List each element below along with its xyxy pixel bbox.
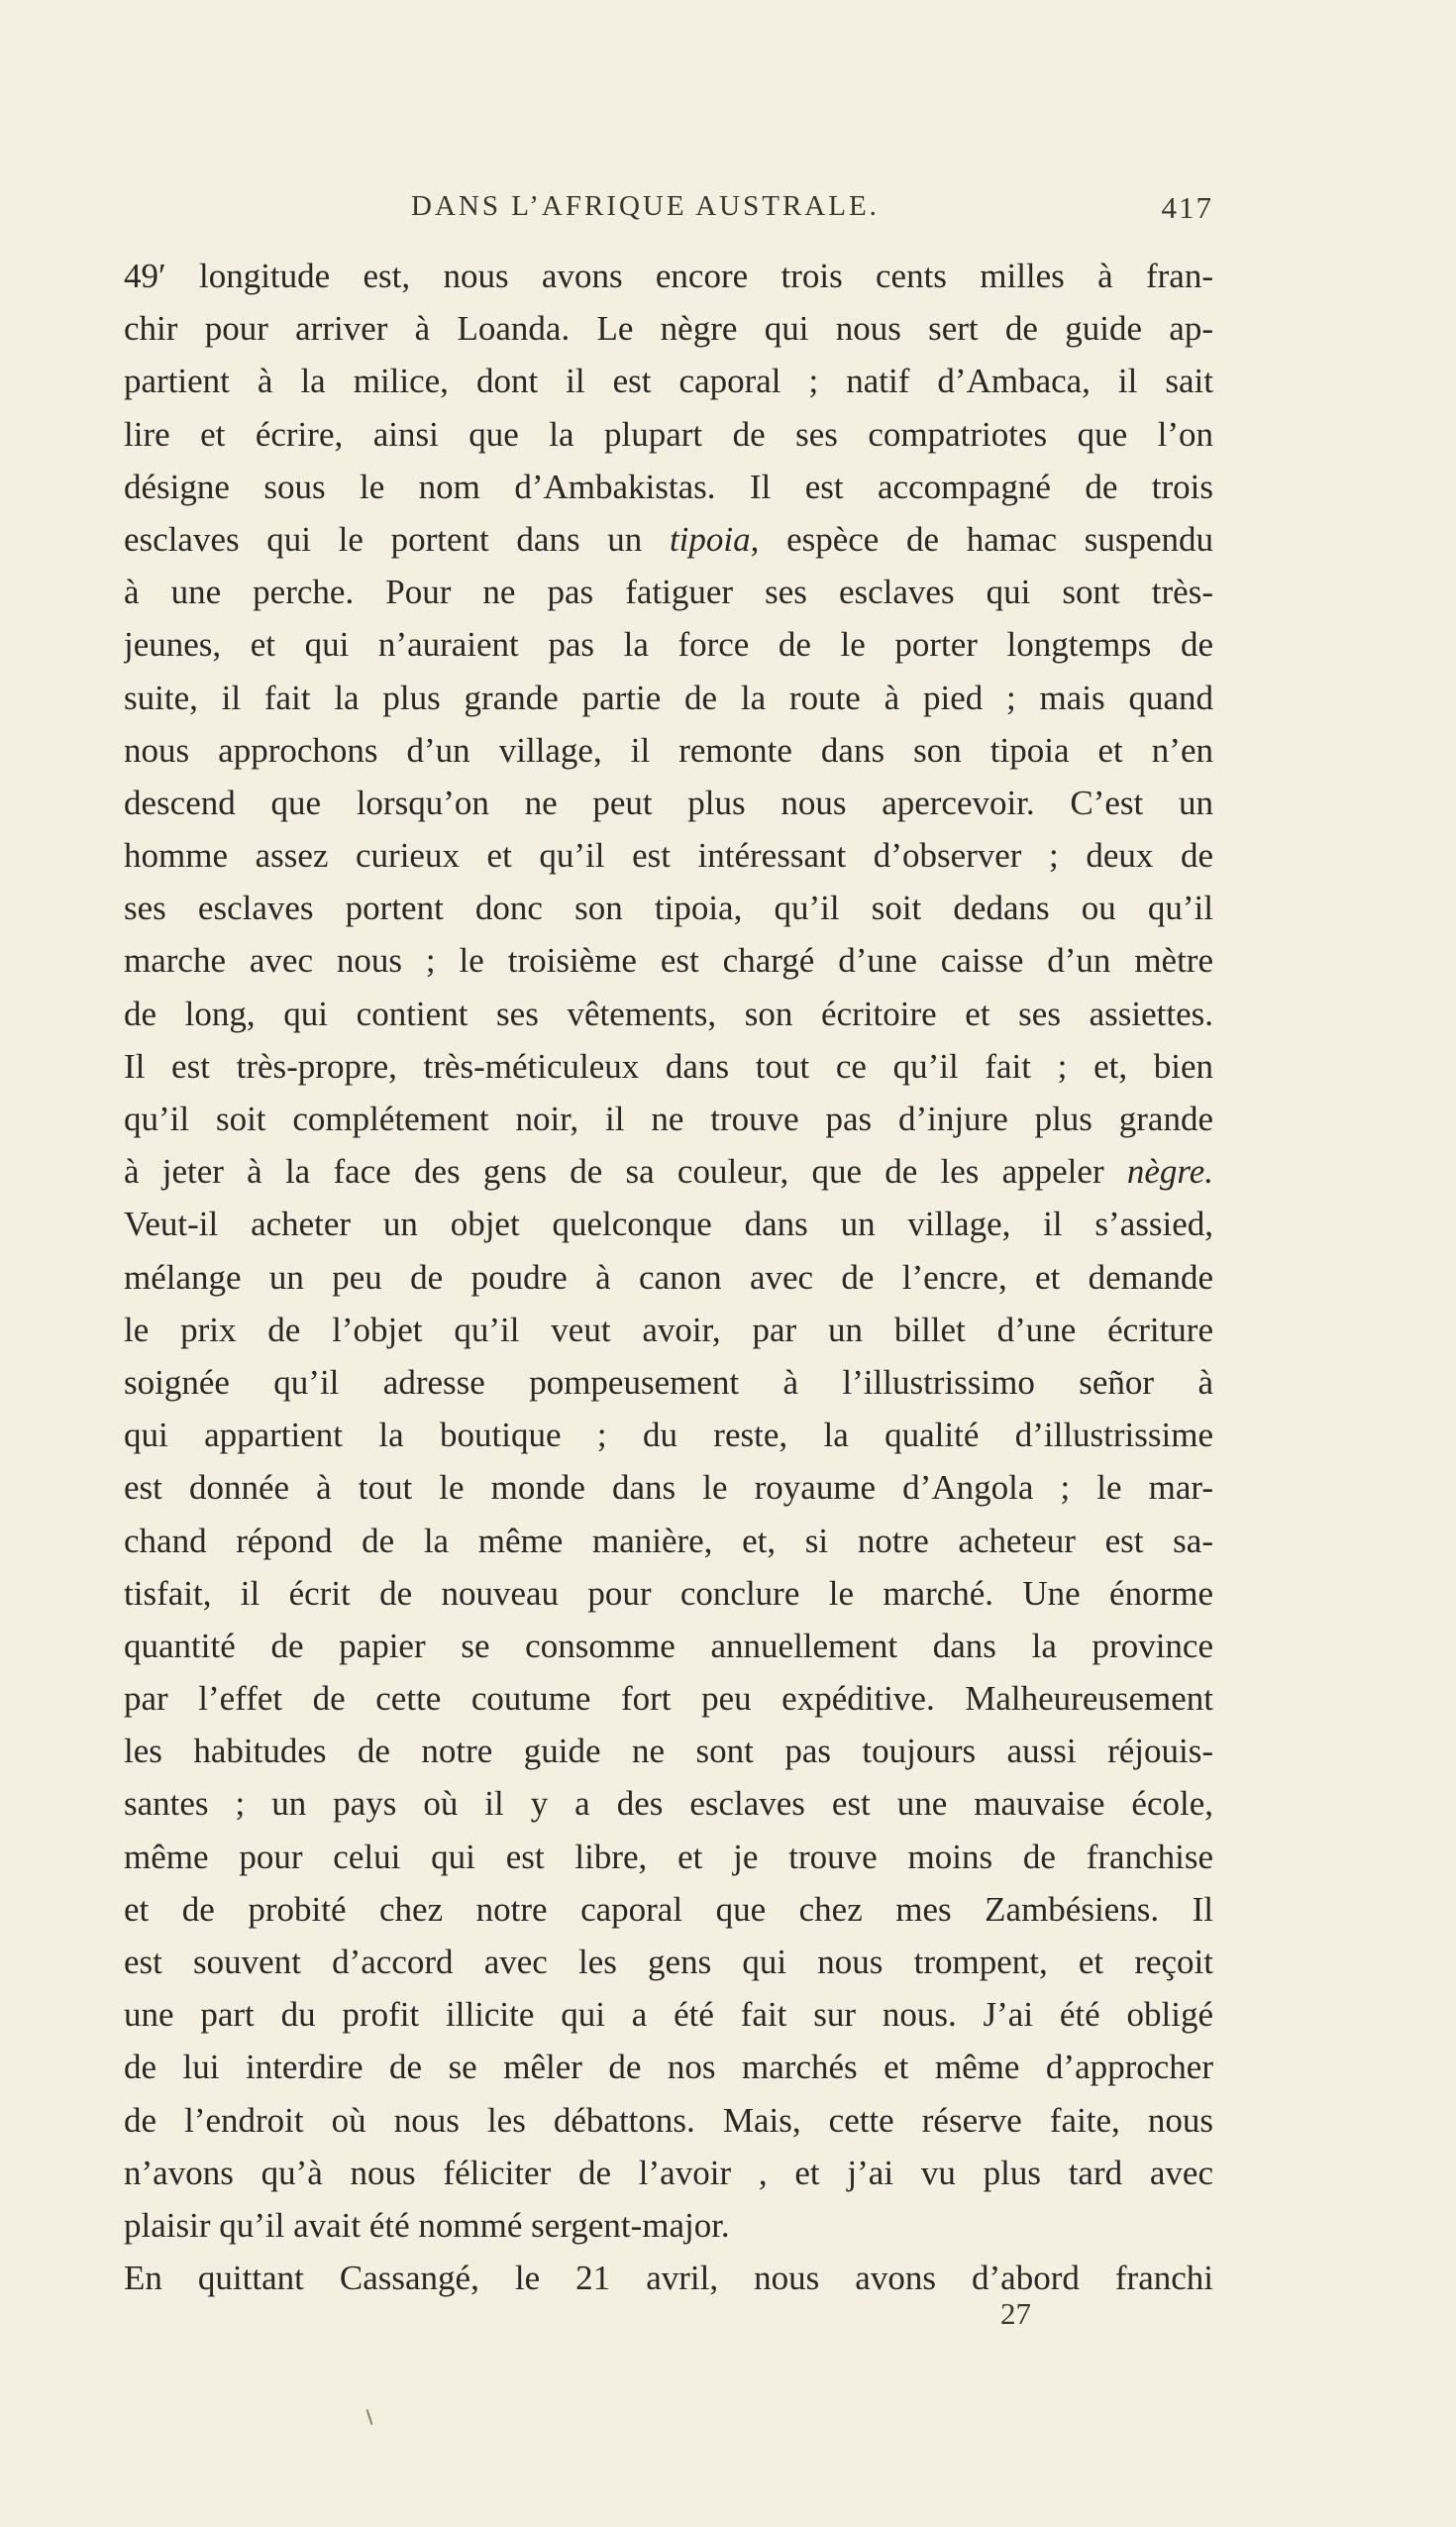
signature-mark: 27: [1000, 2296, 1031, 2331]
text-line: de long, qui contient ses vêtements, son écritoire et ses assiettes.: [124, 994, 1213, 1033]
text-line: est donnée à tout le monde dans le royaume d’Angola ; le mar-: [124, 1468, 1213, 1508]
paragraph-start-line: En quittant Cassangé, le 21 avril, nous avons d’abord franchi: [124, 2259, 1213, 2298]
text-line: désigne sous le nom d’Ambakistas. Il est accompagné de trois: [124, 467, 1213, 506]
text-line: jeunes, et qui n’auraient pas la force de le porter longtemps de: [124, 625, 1213, 665]
text-line: soignée qu’il adresse pompeusement à l’illustrissimo señor à: [124, 1362, 1213, 1402]
text-line: chand répond de la même manière, et, si notre acheteur est sa-: [124, 1521, 1213, 1560]
text-line: Veut-il acheter un objet quelconque dans un village, il s’assied,: [124, 1205, 1213, 1244]
italic-term: tipoia: [669, 519, 751, 559]
text-line: 49′ longitude est, nous avons encore trois cents milles à fran-: [124, 257, 1213, 295]
text-line: de lui interdire de se mêler de nos marchés et même d’approcher: [124, 2048, 1213, 2087]
text-line: [124, 513, 1213, 566]
text-line: Il est très-propre, très-méticuleux dans tout ce qu’il fait ; et, bien: [124, 1046, 1213, 1086]
ink-speck: [366, 2409, 373, 2425]
text-line: même pour celui qui est libre, et je trouve moins de franchise: [124, 1837, 1213, 1876]
body-text: [124, 250, 1213, 2304]
text-line: qu’il soit complétement noir, il ne trouve pas d’injure plus grande: [124, 1100, 1213, 1138]
text-line: suite, il fait la plus grande partie de la route à pied ; mais quand: [124, 678, 1213, 717]
running-head: [124, 190, 1213, 240]
text-line: mélange un peu de poudre à canon avec de l’encre, et demande: [124, 1257, 1213, 1297]
text-line: [124, 1145, 1213, 1198]
text-run: à jeter à la face des gens de sa couleur, que de les appeler: [124, 1152, 1127, 1192]
text-line: lire et écrire, ainsi que la plupart de ses compatriotes que l’on: [124, 414, 1213, 454]
text-run: , espèce de hamac suspendu: [750, 519, 1213, 559]
text-line: chir pour arriver à Loanda. Le nègre qui nous sert de guide ap-: [124, 309, 1213, 349]
text-line: n’avons qu’à nous féliciter de l’avoir , et j’ai vu plus tard avec: [124, 2153, 1213, 2192]
text-line: de l’endroit où nous les débattons. Mais, cette réserve faite, nous: [124, 2100, 1213, 2140]
text-line: les habitudes de notre guide ne sont pas toujours aussi réjouis-: [124, 1732, 1213, 1771]
running-title: DANS L’AFRIQUE AUSTRALE.: [411, 190, 880, 222]
paragraph-end-line: plaisir qu’il avait été nommé sergent-major.: [124, 2205, 730, 2245]
text-line: et de probité chez notre caporal que chez mes Zambésiens. Il: [124, 1889, 1213, 1929]
page-number: 417: [1161, 190, 1213, 225]
text-line: marche avec nous ; le troisième est chargé d’une caisse d’un mètre: [124, 941, 1213, 981]
text-line: est souvent d’accord avec les gens qui nous trompent, et reçoit: [124, 1943, 1213, 1981]
text-line: homme assez curieux et qu’il est intéressant d’observer ; deux de: [124, 836, 1213, 876]
text-line: descend que lorsqu’on ne peut plus nous apercevoir. C’est un: [124, 783, 1213, 822]
text-line: quantité de papier se consomme annuellement dans la province: [124, 1626, 1213, 1665]
text-line: à une perche. Pour ne pas fatiguer ses esclaves qui sont très-: [124, 573, 1213, 612]
text-line: nous approchons d’un village, il remonte dans son tipoia et n’en: [124, 730, 1213, 770]
text-line: par l’effet de cette coutume fort peu expéditive. Malheureusement: [124, 1679, 1213, 1719]
italic-term: nègre.: [1126, 1152, 1213, 1192]
text-run: esclaves qui le portent dans un: [124, 519, 670, 559]
text-line: partient à la milice, dont il est caporal ; natif d’Ambaca, il sait: [124, 362, 1213, 401]
text-line: ses esclaves portent donc son tipoia, qu’il soit dedans ou qu’il: [124, 889, 1213, 928]
text-line: tisfait, il écrit de nouveau pour conclure le marché. Une énorme: [124, 1573, 1213, 1613]
text-line: santes ; un pays où il y a des esclaves est une mauvaise école,: [124, 1784, 1213, 1824]
text-line: une part du profit illicite qui a été fait sur nous. J’ai été obligé: [124, 1995, 1213, 2035]
text-line: qui appartient la boutique ; du reste, la qualité d’illustrissime: [124, 1416, 1213, 1455]
text-line: le prix de l’objet qu’il veut avoir, par un billet d’une écriture: [124, 1310, 1213, 1349]
